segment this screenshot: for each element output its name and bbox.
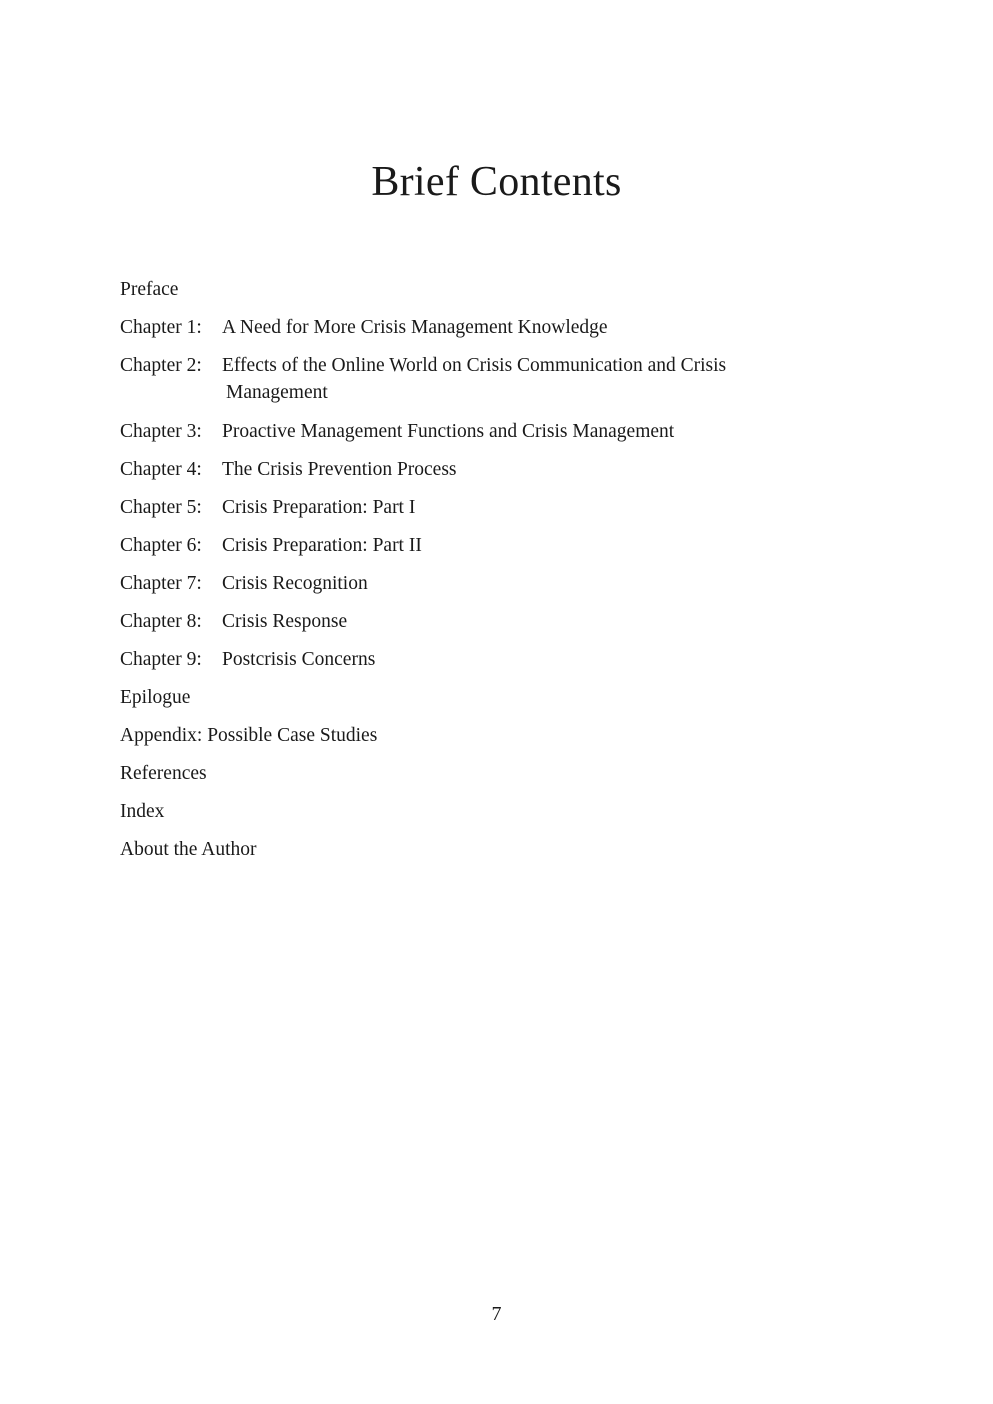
toc-entry-chapter-7: [120, 570, 820, 597]
toc-entry-chapter-1: [120, 314, 820, 341]
toc-chapter-label: Chapter 1:: [120, 317, 202, 338]
toc-chapter-label: Chapter 9:: [120, 649, 202, 670]
toc-chapter-label: Chapter 8:: [120, 611, 202, 632]
toc-chapter-label: Chapter 7:: [120, 573, 202, 594]
toc-entry-chapter-8: [120, 608, 820, 635]
toc-entry-chapter-4: [120, 456, 820, 483]
toc-chapter-title: A Need for More Crisis Management Knowledge: [222, 317, 608, 338]
toc-entry-chapter-2: [120, 352, 820, 406]
toc-chapter-title: Crisis Preparation: Part II: [222, 535, 422, 556]
toc-entry-label: Epilogue: [120, 687, 191, 708]
page-title: Brief Contents: [371, 159, 622, 205]
toc-entry-chapter-6: [120, 532, 820, 559]
toc-entry-label: Preface: [120, 279, 179, 300]
toc-entry-appendix: [120, 722, 820, 749]
toc-chapter-title: Effects of the Online World on Crisis Communication and Crisis Management: [222, 355, 727, 403]
toc-entry-label: References: [120, 763, 207, 784]
table-of-contents: [120, 276, 820, 874]
toc-chapter-title: Crisis Recognition: [222, 573, 368, 594]
toc-chapter-title: The Crisis Prevention Process: [222, 459, 457, 480]
toc-entry-chapter-3: [120, 418, 820, 445]
toc-entry-label: About the Author: [120, 839, 257, 860]
page-number: 7: [491, 1303, 502, 1325]
toc-chapter-label: Chapter 6:: [120, 535, 202, 556]
toc-chapter-title: Postcrisis Concerns: [222, 649, 376, 670]
toc-entry-chapter-9: [120, 646, 820, 673]
toc-chapter-label: Chapter 5:: [120, 497, 202, 518]
toc-entry-chapter-5: [120, 494, 820, 521]
toc-entry-epilogue: [120, 684, 820, 711]
toc-entry-label: Index: [120, 801, 165, 822]
toc-chapter-title: Proactive Management Functions and Crisis Management: [222, 421, 675, 442]
toc-entry-index: [120, 798, 820, 825]
toc-entry-about-author: [120, 836, 820, 863]
toc-entry-references: [120, 760, 820, 787]
toc-chapter-label: Chapter 3:: [120, 421, 202, 442]
toc-chapter-label: Chapter 4:: [120, 459, 202, 480]
toc-chapter-label: Chapter 2:: [120, 355, 202, 376]
toc-chapter-title: Crisis Response: [222, 611, 348, 632]
toc-entry-preface: [120, 276, 820, 303]
toc-entry-label: Appendix: Possible Case Studies: [120, 725, 378, 746]
toc-chapter-title: Crisis Preparation: Part I: [222, 497, 416, 518]
